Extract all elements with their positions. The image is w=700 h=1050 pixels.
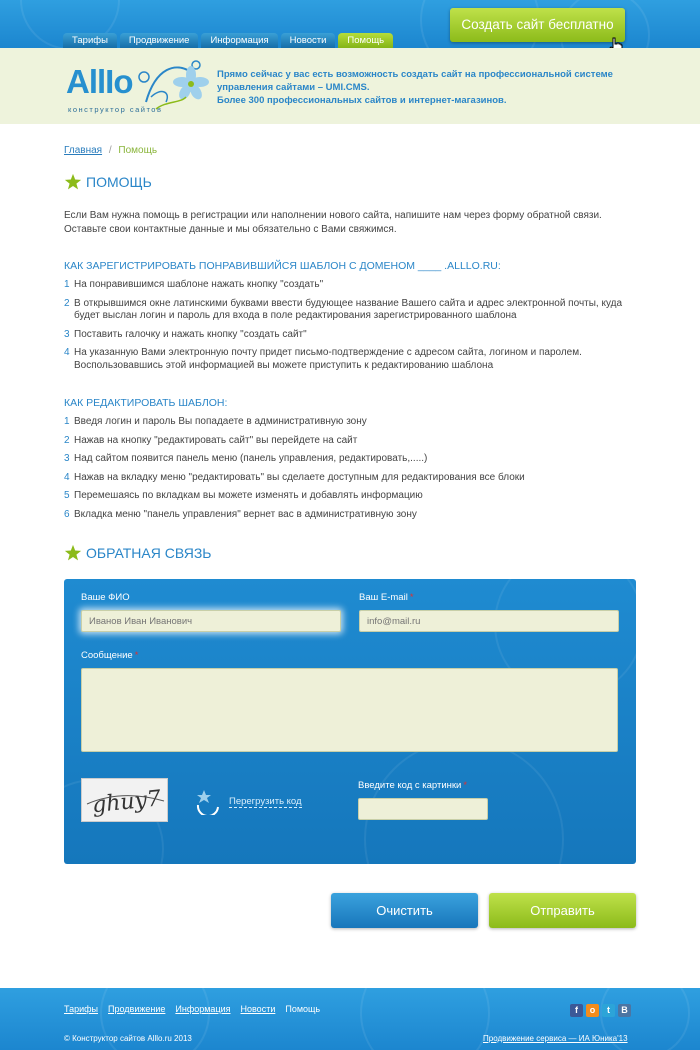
footer	[0, 988, 700, 1050]
step-number: 3	[64, 328, 70, 340]
site-logo[interactable]	[66, 57, 216, 119]
step-text: Поставить галочку и нажать кнопку "создать сайт"	[74, 328, 307, 340]
main-nav	[63, 33, 393, 48]
flower-ornament-icon	[136, 57, 216, 112]
message-label: Сообщение *	[81, 650, 139, 661]
footer-link-0[interactable]: Тарифы	[64, 1004, 99, 1014]
service-promo-link[interactable]: Продвижение сервиса — ИА Юника'13	[483, 1034, 628, 1043]
nav-tab-0[interactable]: Тарифы	[63, 33, 117, 48]
nav-tab-2[interactable]: Информация	[201, 33, 277, 48]
reload-captcha[interactable]	[194, 789, 302, 815]
footer-nav	[64, 1004, 320, 1014]
step-text: Нажав на кнопку "редактировать сайт" вы перейдете на сайт	[74, 434, 358, 446]
footer-link-2[interactable]: Информация	[175, 1004, 231, 1014]
step-item	[64, 509, 644, 522]
footer-link-4[interactable]: Помощь	[285, 1004, 321, 1014]
nav-tab-4[interactable]: Помощь	[338, 33, 393, 48]
breadcrumb-current: Помощь	[118, 145, 158, 156]
step-number: 3	[64, 453, 70, 464]
reload-captcha-link[interactable]: Перегрузить код	[229, 796, 302, 807]
twitter-icon[interactable]: t	[602, 1004, 615, 1017]
reload-icon	[194, 789, 224, 815]
nav-tab-1[interactable]: Продвижение	[120, 33, 199, 48]
vkontakte-icon[interactable]: В	[618, 1004, 631, 1017]
step-item	[64, 347, 644, 372]
step-text: На указанную Вами электронную почту придет письмо-подтверждение с адресом сайта, логином и паролем. Воспользовавшись этой информацией вы можете приступить к редактированию шаблона	[74, 347, 582, 371]
feedback-heading	[64, 544, 211, 562]
step-item	[64, 279, 644, 292]
social-links	[570, 1004, 631, 1017]
star-icon	[64, 173, 82, 191]
breadcrumb	[64, 145, 157, 156]
step-text: Перемешаясь по вкладкам вы можете изменять и добавлять информацию	[74, 490, 423, 501]
message-textarea[interactable]	[81, 668, 618, 752]
footer-link-3[interactable]: Новости	[240, 1004, 276, 1014]
step-number: 1	[64, 416, 70, 427]
captcha-code-input[interactable]	[358, 798, 488, 820]
edit-steps-list	[64, 416, 644, 527]
create-site-button[interactable]: Создать сайт бесплатно	[450, 8, 625, 42]
step-text: Введя логин и пароль Вы попадаете в административную зону	[74, 416, 367, 427]
header-promo-text	[217, 68, 617, 107]
help-intro: Если Вам нужна помощь в регистрации или наполнении нового сайта, напишите нам через форму обратной связи. Оставьте свои контактные данные и мы обязательно с Вами свяжимся.	[64, 210, 602, 235]
nav-tab-3[interactable]: Новости	[281, 33, 336, 48]
footer-link-1[interactable]: Продвижение	[108, 1004, 166, 1014]
name-input[interactable]	[81, 610, 341, 632]
clear-button[interactable]: Очистить	[331, 893, 478, 928]
star-icon	[64, 544, 82, 562]
step-number: 2	[64, 297, 70, 309]
send-button[interactable]: Отправить	[489, 893, 636, 928]
odnoklassniki-icon[interactable]: о	[586, 1004, 599, 1017]
email-label: Ваш E-mail *	[359, 592, 414, 603]
code-label: Введите код с картинки *	[358, 780, 468, 791]
step-text: В открывшимся окне латинскими буквами ввести будующее название Вашего сайта и адрес электронной почты, куда будет выслан логин и пароль для входа в поле редактирования зарегистрированного шаблона	[74, 297, 623, 321]
step-number: 4	[64, 471, 70, 483]
help-heading	[64, 173, 152, 191]
step-text: Над сайтом появится панель меню (панель управления, редактировать,.....)	[74, 453, 428, 464]
step-text: Вкладка меню "панель управления" вернет вас в административную зону	[74, 508, 417, 520]
logo-tagline: конструктор сайтов	[68, 105, 163, 114]
step-item	[64, 298, 644, 323]
step-item	[64, 416, 644, 429]
step-number: 1	[64, 279, 70, 290]
step-text: Нажав на вкладку меню "редактировать" вы сделаете доступным для редактирования все блоки	[74, 471, 525, 483]
copyright: © Конструктор сайтов Alllo.ru 2013	[64, 1034, 192, 1043]
email-input[interactable]	[359, 610, 619, 632]
step-item	[64, 435, 644, 448]
register-subheading: КАК ЗАРЕГИСТРИРОВАТЬ ПОНРАВИВШИЙСЯ ШАБЛОН С ДОМЕНОМ ____ .ALLLO.RU:	[64, 260, 501, 272]
captcha-image	[81, 778, 168, 822]
svg-text:ghuy7: ghuy7	[91, 786, 163, 819]
edit-subheading: КАК РЕДАКТИРОВАТЬ ШАБЛОН:	[64, 397, 228, 409]
step-number: 2	[64, 434, 70, 446]
step-number: 5	[64, 490, 70, 501]
step-item	[64, 472, 644, 485]
promo-line-1: Прямо сейчас у вас есть возможность создать сайт на профессиональной системе управления сайтами – UMI.CMS.	[217, 69, 613, 93]
promo-line-2: Более 300 профессиональных сайтов и интернет-магазинов.	[217, 95, 507, 106]
name-label: Ваше ФИО	[81, 592, 130, 603]
breadcrumb-home-link[interactable]: Главная	[64, 145, 103, 156]
step-item	[64, 329, 644, 342]
facebook-icon[interactable]: f	[570, 1004, 583, 1017]
feedback-title: ОБРАТНАЯ СВЯЗЬ	[86, 545, 212, 561]
step-text: На понравившимся шаблоне нажать кнопку "создать"	[74, 279, 324, 290]
register-steps-list	[64, 279, 644, 378]
step-number: 6	[64, 508, 70, 520]
logo-wordmark: AllIo	[66, 63, 133, 100]
help-title: ПОМОЩЬ	[86, 174, 152, 190]
step-item	[64, 490, 644, 503]
feedback-form	[64, 579, 636, 864]
step-item	[64, 453, 644, 466]
step-number: 4	[64, 347, 70, 358]
breadcrumb-separator: /	[108, 145, 112, 156]
